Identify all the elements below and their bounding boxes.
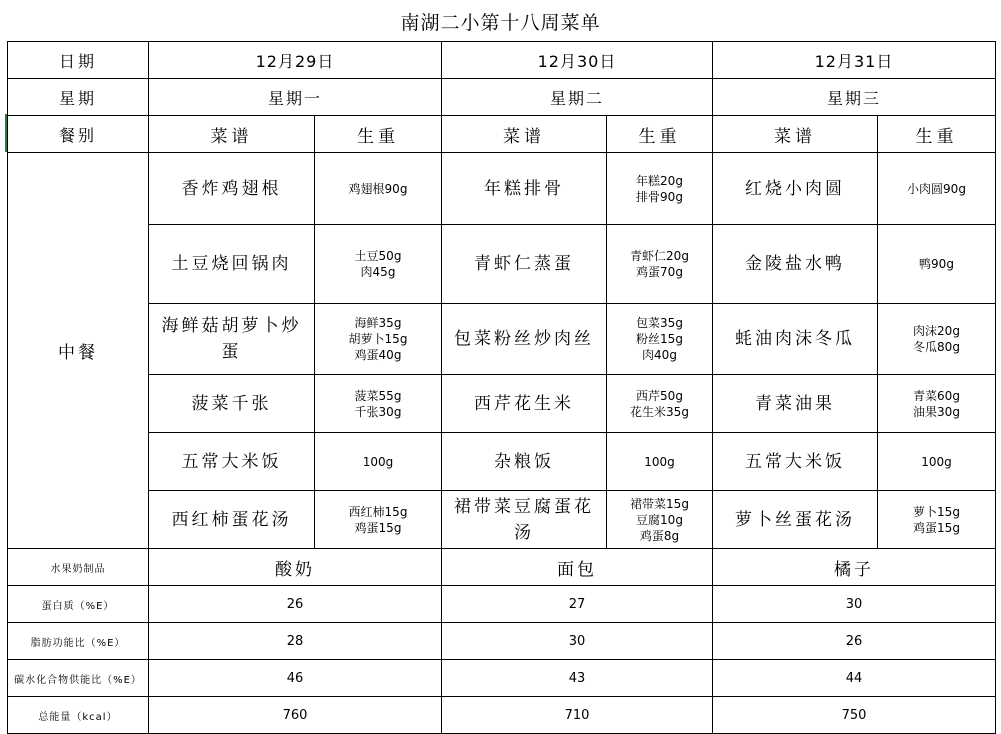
dish-cell[interactable]: 红烧小肉圆: [713, 153, 878, 225]
weight-line: 鸡蛋40g: [354, 348, 402, 362]
dish-cell[interactable]: 蚝油肉沫冬瓜: [713, 304, 878, 375]
weight-line: 鸡蛋15g: [354, 520, 402, 535]
nutrition-value[interactable]: 26: [149, 586, 442, 623]
weight-cell[interactable]: [878, 225, 996, 304]
dish-cell[interactable]: 裙带菜豆腐蛋花汤: [442, 491, 607, 549]
weight-header-1[interactable]: 生重: [315, 116, 442, 153]
dish-cell[interactable]: 包菜粉丝炒肉丝: [442, 304, 607, 375]
weight-line: 排骨90g: [636, 189, 683, 204]
dish-cell[interactable]: 菠菜千张: [149, 375, 315, 433]
nutrition-row-energy: [8, 697, 996, 734]
weight-cell[interactable]: [878, 153, 996, 225]
weight-line: 菠菜55g: [354, 388, 402, 403]
nutrition-value[interactable]: 44: [713, 660, 996, 697]
weight-cell[interactable]: [878, 491, 996, 549]
weight-cell[interactable]: [607, 304, 713, 375]
weight-cell[interactable]: [607, 491, 713, 549]
meal-name-cell[interactable]: 中餐: [8, 153, 149, 549]
weight-line: 肉45g: [360, 265, 396, 279]
date-cell-1[interactable]: 12月29日: [149, 42, 442, 79]
dish-cell[interactable]: 西红柿蛋花汤: [149, 491, 315, 549]
nutrition-value[interactable]: 26: [713, 623, 996, 660]
dish-header-1[interactable]: 菜谱: [149, 116, 315, 153]
dish-row: [8, 375, 996, 433]
date-cell-3[interactable]: 12月31日: [713, 42, 996, 79]
weight-cell[interactable]: [315, 433, 442, 491]
weight-line: 肉沫20g: [913, 324, 960, 338]
extras-cell-2[interactable]: 面包: [442, 549, 713, 586]
dish-cell[interactable]: 香炸鸡翅根: [149, 153, 315, 225]
weight-cell[interactable]: [607, 153, 713, 225]
dish-header-3[interactable]: 菜谱: [713, 116, 878, 153]
weight-line: 千张30g: [354, 404, 402, 419]
weight-line: 萝卜15g: [913, 504, 960, 519]
weight-line: 花生米35g: [630, 404, 689, 419]
dish-cell[interactable]: 土豆烧回锅肉: [149, 225, 315, 304]
weight-line: 小肉圆90g: [907, 181, 966, 196]
column-header-row: [8, 116, 996, 153]
weight-cell[interactable]: [878, 433, 996, 491]
weight-line: 粉丝15g: [636, 332, 683, 346]
weight-line: 西芹50g: [636, 388, 683, 403]
nutrition-row-carbs: [8, 660, 996, 697]
weight-line: 青虾仁20g: [630, 249, 689, 263]
dish-row: [8, 304, 996, 375]
dish-cell[interactable]: 杂粮饭: [442, 433, 607, 491]
weight-line: 鸡蛋15g: [913, 520, 960, 535]
dish-cell[interactable]: 青菜油果: [713, 375, 878, 433]
weight-line: 裙带菜15g: [630, 496, 689, 511]
weight-line: 青菜60g: [913, 388, 960, 403]
nutrition-value[interactable]: 30: [442, 623, 713, 660]
nutrition-value[interactable]: 30: [713, 586, 996, 623]
date-cell-2[interactable]: 12月30日: [442, 42, 713, 79]
weekly-menu-table: [7, 41, 996, 734]
weight-cell[interactable]: [315, 304, 442, 375]
weight-cell[interactable]: [607, 375, 713, 433]
weight-line: 海鲜35g: [354, 316, 402, 330]
weight-line: 鸭90g: [919, 257, 954, 271]
weight-cell[interactable]: [315, 225, 442, 304]
weight-line: 100g: [644, 454, 675, 469]
weekday-cell-3[interactable]: 星期三: [713, 79, 996, 116]
weekday-cell-2[interactable]: 星期二: [442, 79, 713, 116]
weight-line: 年糕20g: [636, 173, 683, 188]
meal-type-label[interactable]: 餐别: [8, 116, 149, 153]
weight-line: 胡萝卜15g: [348, 332, 408, 346]
dish-cell[interactable]: 五常大米饭: [713, 433, 878, 491]
weekday-row: [8, 79, 996, 116]
weekday-label[interactable]: 星期: [8, 79, 149, 116]
weight-line: 包菜35g: [636, 316, 683, 330]
nutrition-label[interactable]: 脂肪功能比（%E）: [8, 623, 149, 660]
weight-cell[interactable]: [315, 153, 442, 225]
dish-cell[interactable]: 五常大米饭: [149, 433, 315, 491]
weight-line: 鸡翅根90g: [348, 181, 408, 196]
weekday-cell-1[interactable]: 星期一: [149, 79, 442, 116]
weight-line: 100g: [362, 454, 394, 469]
dish-cell[interactable]: 萝卜丝蛋花汤: [713, 491, 878, 549]
weight-line: 西红柿15g: [348, 504, 408, 519]
nutrition-row-fat: [8, 623, 996, 660]
extras-row: [8, 549, 996, 586]
dish-cell[interactable]: 西芹花生米: [442, 375, 607, 433]
dish-cell[interactable]: 海鲜菇胡萝卜炒蛋: [149, 304, 315, 375]
dish-row: [8, 153, 996, 225]
weight-cell[interactable]: [315, 491, 442, 549]
page-title: 南湖二小第十八周菜单: [400, 11, 601, 34]
dish-row: [8, 225, 996, 304]
weight-line: 鸡蛋8g: [639, 528, 680, 543]
weight-line: 鸡蛋70g: [636, 265, 683, 279]
weight-line: 油果30g: [913, 404, 960, 419]
nutrition-value[interactable]: 28: [149, 623, 442, 660]
weight-line: 土豆50g: [354, 249, 402, 263]
extras-cell-3[interactable]: 橘子: [713, 549, 996, 586]
nutrition-value[interactable]: 46: [149, 660, 442, 697]
weight-line: 100g: [921, 454, 952, 469]
nutrition-value[interactable]: 43: [442, 660, 713, 697]
dish-row: [8, 491, 996, 549]
dish-row: [8, 433, 996, 491]
nutrition-row-protein: [8, 586, 996, 623]
weight-cell[interactable]: [878, 375, 996, 433]
nutrition-value[interactable]: 750: [713, 697, 996, 734]
nutrition-label[interactable]: 碳水化合物供能比（%E）: [8, 660, 149, 697]
extras-cell-1[interactable]: 酸奶: [149, 549, 442, 586]
weight-header-2[interactable]: 生重: [607, 116, 713, 153]
nutrition-value[interactable]: 710: [442, 697, 713, 734]
extras-label[interactable]: 水果奶制品: [8, 549, 149, 586]
weight-cell[interactable]: [607, 433, 713, 491]
weight-line: 豆腐10g: [636, 512, 683, 527]
dish-header-2[interactable]: 菜谱: [442, 116, 607, 153]
weight-line: 肉40g: [642, 348, 677, 362]
nutrition-label[interactable]: 总能量（kcal）: [8, 697, 149, 734]
dish-cell[interactable]: 金陵盐水鸭: [713, 225, 878, 304]
nutrition-label[interactable]: 蛋白质（%E）: [8, 586, 149, 623]
weight-header-3[interactable]: 生重: [878, 116, 996, 153]
date-row: [8, 42, 996, 79]
weight-cell[interactable]: [607, 225, 713, 304]
nutrition-value[interactable]: 760: [149, 697, 442, 734]
weight-cell[interactable]: [315, 375, 442, 433]
dish-cell[interactable]: 年糕排骨: [442, 153, 607, 225]
date-label[interactable]: 日期: [8, 42, 149, 79]
weight-line: 冬瓜80g: [913, 340, 960, 354]
weight-cell[interactable]: [878, 304, 996, 375]
nutrition-value[interactable]: 27: [442, 586, 713, 623]
dish-cell[interactable]: 青虾仁蒸蛋: [442, 225, 607, 304]
